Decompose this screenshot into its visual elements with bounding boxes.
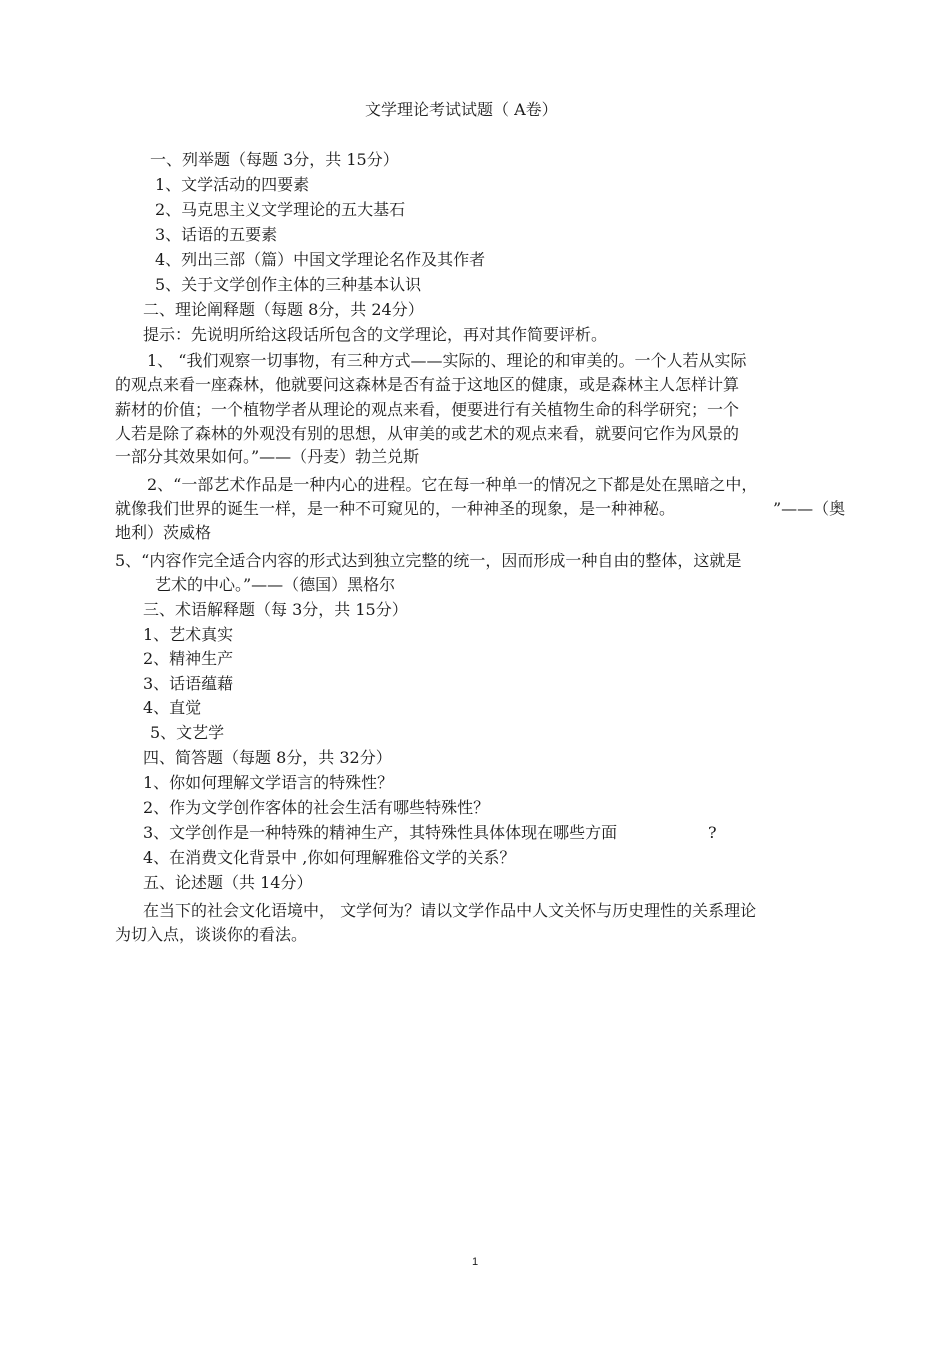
- list-item: 4、在消费文化背景中 ,你如何理解雅俗文学的关系？: [143, 848, 516, 867]
- quote-1-line: 人若是除了森林的外观没有别的思想，从审美的或艺术的观点来看，就要问它作为风景的: [115, 424, 740, 443]
- page-title: 文学理论考试试题（ A卷）: [365, 100, 558, 119]
- list-item: 5、文艺学: [150, 723, 225, 742]
- quote-3-line: 艺术的中心。”——（德国）黑格尔: [155, 575, 396, 594]
- list-item: 4、直觉: [143, 698, 202, 717]
- section-1-heading: 一、列举题（每题 3分，共 15分）: [150, 150, 399, 169]
- page-number: 1: [472, 1256, 479, 1268]
- list-item: 3、话语的五要素: [155, 225, 278, 244]
- question-mark: ?: [708, 823, 717, 842]
- section-2-hint: 提示：先说明所给这段话所包含的文学理论，再对其作简要评析。: [143, 325, 608, 344]
- list-item: 1、你如何理解文学语言的特殊性？: [143, 773, 394, 792]
- section-4-heading: 四、简答题（每题 8分，共 32分）: [143, 748, 392, 767]
- quote-2-line: 地利）茨威格: [115, 523, 212, 542]
- quote-3-line: 5、“内容作完全适合内容的形式达到独立完整的统一，因而形成一种自由的整体，这就是: [115, 551, 742, 570]
- quote-2-line: 2、“一部艺术作品是一种内心的进程。它在每一种单一的情况之下都是处在黑暗之中，: [147, 475, 758, 494]
- list-item: 2、马克思主义文学理论的五大基石: [155, 200, 406, 219]
- list-item: 3、话语蕴藉: [143, 674, 234, 693]
- quote-1-line: 的观点来看一座森林，他就要问这森林是否有益于这地区的健康，或是森林主人怎样计算: [115, 375, 740, 394]
- quote-2-line: 就像我们世界的诞生一样，是一种不可窥见的，一种神圣的现象，是一种神秘。: [115, 499, 676, 518]
- quote-2-attribution: ”——（奥: [773, 499, 846, 518]
- essay-prompt-line: 在当下的社会文化语境中， 文学何为？请以文学作品中人文关怀与历史理性的关系理论: [143, 901, 757, 920]
- quote-1-line: 一部分其效果如何。”——（丹麦）勃兰兑斯: [115, 447, 420, 466]
- section-3-heading: 三、术语解释题（每 3分，共 15分）: [143, 600, 408, 619]
- list-item: 1、文学活动的四要素: [155, 175, 310, 194]
- list-item: 2、作为文学创作客体的社会生活有哪些特殊性？: [143, 798, 490, 817]
- quote-1-line: 薪材的价值；一个植物学者从理论的观点来看，便要进行有关植物生命的科学研究；一个: [115, 400, 740, 419]
- quote-1-line: 1、 “我们观察一切事物，有三种方式——实际的、理论的和审美的。一个人若从实际: [147, 351, 747, 370]
- list-item: 2、精神生产: [143, 649, 234, 668]
- list-item: 1、艺术真实: [143, 625, 234, 644]
- list-item: 5、关于文学创作主体的三种基本认识: [155, 275, 422, 294]
- essay-prompt-line: 为切入点，谈谈你的看法。: [115, 925, 308, 944]
- list-item: 4、列出三部（篇）中国文学理论名作及其作者: [155, 250, 486, 269]
- section-5-heading: 五、论述题（共 14分）: [143, 873, 313, 892]
- list-item: 3、文学创作是一种特殊的精神生产，其特殊性具体体现在哪些方面: [143, 823, 618, 842]
- section-2-heading: 二、理论阐释题（每题 8分，共 24分）: [143, 300, 424, 319]
